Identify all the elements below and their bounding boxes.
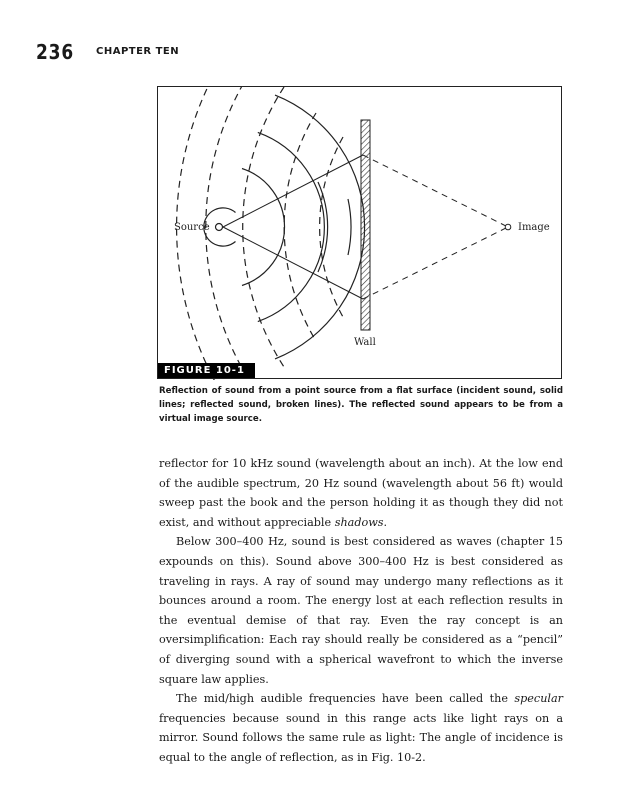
chapter-title: CHAPTER TEN — [96, 46, 180, 57]
reflected-wavefront — [206, 87, 256, 380]
paragraph-3 — [159, 689, 563, 767]
virtual-ray-upper — [363, 155, 508, 227]
incident-ray-upper — [223, 155, 363, 227]
wall — [361, 120, 370, 330]
paragraph-2: Below 300–400 Hz, sound is best considered as waves (chapter 15 expounds on this). Sound above 300–400 Hz is best considered as traveling in rays. A ray of sound may undergo many reflections as it bounces around a room. The energy lost at each reflection results in the eventual demise of that ray. Even the ray concept is an oversimplification: Each ray should really be considered as a “pencil” of diverging sound with a spherical wavefront to which the inverse square law applies. — [159, 535, 563, 686]
reflected-wavefront — [243, 87, 284, 367]
figure-label: FIGURE 10-1 — [158, 363, 255, 378]
page-number: 236 — [36, 40, 75, 64]
paragraph-1-text: reflector for 10 kHz sound (wavelength about an inch). At the low end of the audible spectrum, 20 Hz sound (wavelength about 56 ft) would sweep past the book and the person holding it as though they did not exist, and without appreciable — [159, 457, 563, 529]
paragraph-3-end: frequencies because sound in this range acts like light rays on a mirror. Sound follows the same rule as light: The angle of incidence is equal to the angle of reflection, as in Fig. 10-2. — [159, 711, 563, 764]
figure-10-1 — [157, 86, 562, 379]
paragraph-1-end: . — [383, 515, 388, 529]
figure-caption: Reflection of sound from a point source from a flat surface (incident sound, solid lines; reflected sound, broken lines). The reflected sound appears to be from a virtual image source. — [159, 386, 563, 424]
source-point — [216, 224, 223, 231]
paragraph-3-text: The mid/high audible frequencies have been called the — [176, 692, 515, 706]
image-label: Image — [518, 222, 550, 233]
incident-wavefront — [242, 169, 285, 286]
emphasis-shadows: shadows — [334, 515, 384, 529]
reflection-diagram — [158, 87, 563, 380]
body-text — [159, 454, 563, 768]
reflected-wavefronts — [177, 87, 343, 380]
image-point — [505, 224, 511, 230]
incident-wavefront — [258, 132, 325, 321]
reflected-wavefront — [320, 137, 343, 317]
virtual-ray-lower — [363, 227, 508, 299]
incident-rays — [223, 155, 363, 299]
wall-label: Wall — [354, 337, 376, 348]
virtual-rays — [363, 155, 508, 299]
reflected-wavefront — [284, 113, 316, 341]
source-label: Source — [174, 222, 210, 233]
incident-wavefront — [348, 199, 351, 255]
emphasis-specular: specular — [514, 692, 563, 706]
paragraph-1 — [159, 454, 563, 532]
incident-wavefronts — [204, 95, 365, 359]
